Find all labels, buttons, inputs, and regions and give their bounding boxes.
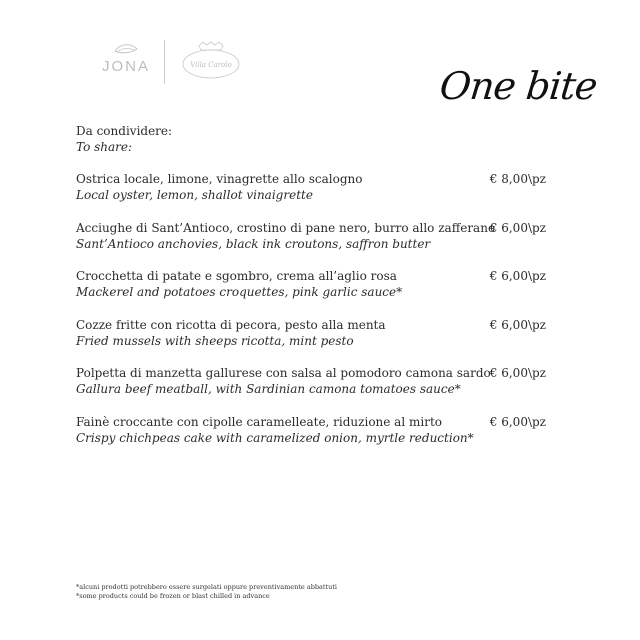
menu-item <box>76 220 546 252</box>
menu-item <box>76 317 546 349</box>
share-heading <box>76 123 172 155</box>
dish-price: € 6,00\pz <box>489 221 546 235</box>
dish-price: € 6,00\pz <box>489 366 546 380</box>
dish-name-it: Acciughe di Sant’Antioco, crostino di pane nero, burro allo zafferano <box>76 221 496 235</box>
menu-item <box>76 171 546 203</box>
dish-name-en: Local oyster, lemon, shallot vinaigrette <box>76 188 313 202</box>
menu-item <box>76 365 546 397</box>
dish-name-it: Cozze fritte con ricotta di pecora, pesto alla menta <box>76 318 386 332</box>
dish-price: € 6,00\pz <box>489 318 546 332</box>
restaurant-logos <box>96 40 245 84</box>
jona-subline <box>96 75 156 79</box>
dish-price: € 6,00\pz <box>489 269 546 283</box>
menu-item <box>76 414 546 446</box>
dish-name-en: Fried mussels with sheeps ricotta, mint pesto <box>76 334 354 348</box>
menu-item <box>76 268 546 300</box>
dish-price: € 8,00\pz <box>489 172 546 186</box>
dish-name-en: Gallura beef meatball, with Sardinian camona tomatoes sauce* <box>76 382 461 396</box>
footnote-it: *alcuni prodotti potrebbero essere surgelati oppure preventivamente abbattuti <box>76 583 338 591</box>
leaf-icon <box>113 43 139 55</box>
jona-logo <box>96 40 156 79</box>
dish-name-en: Crispy chichpeas cake with caramelized onion, myrtle reduction* <box>76 431 474 445</box>
share-heading-en: To share: <box>76 140 133 154</box>
dish-name-it: Ostrica locale, limone, vinagrette allo scalogno <box>76 172 363 186</box>
dish-name-en: Sant’Antioco anchovies, black ink croutons, saffron butter <box>76 237 431 251</box>
villa-logo <box>173 40 245 84</box>
dish-name-en: Mackerel and potatoes croquettes, pink garlic sauce* <box>76 285 403 299</box>
footnotes <box>76 583 337 601</box>
dish-price: € 6,00\pz <box>489 415 546 429</box>
dish-name-it: Crocchetta di patate e sgombro, crema all’aglio rosa <box>76 269 397 283</box>
footnote-en: *some products could be frozen or blast chilled in advance <box>76 592 270 600</box>
logo-divider <box>164 40 165 84</box>
dish-name-it: Fainè croccante con cipolle caramelleate, riduzione al mirto <box>76 415 442 429</box>
jona-wordmark: JONA <box>101 58 150 75</box>
dish-name-it: Polpetta di manzetta gallurese con salsa al pomodoro camona sardo <box>76 366 491 380</box>
villa-wordmark: Villa Carolo <box>190 61 232 69</box>
share-heading-it: Da condividere: <box>76 124 173 138</box>
page-title: One bite <box>437 64 599 108</box>
